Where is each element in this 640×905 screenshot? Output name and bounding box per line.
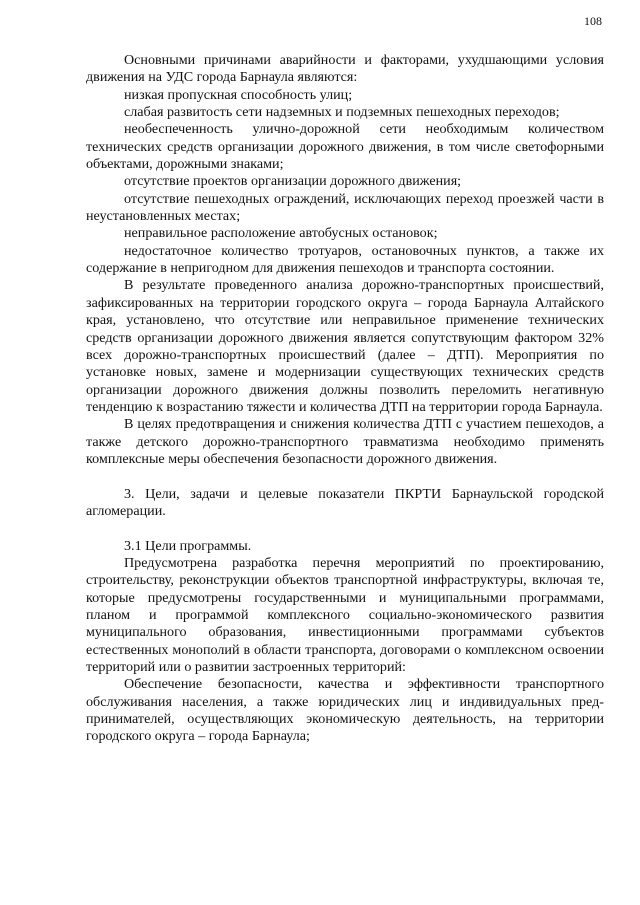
page-number: 108: [584, 14, 602, 28]
paragraph-safety: Обеспечение безопасности, качества и эффективности транспортного обслуживания населения, а также юридических лиц и индивидуальных предпринимателей, осуществляющих экономическую деятельность, на территории городского округа – города Барнаула;: [86, 676, 604, 745]
list-item: отсутствие пешеходных ограждений, исключающих переход проезжей части в неустановленных местах;: [86, 190, 604, 225]
paragraph-analysis: В результате проведенного анализа дорожно-транспортных происшествий, зафиксированных на территории городского округа – города Барнаула Алтайского края, установлено, что отсутствие или неправильное применение технических средств организации дорожного движения является сопутствующим фактором 32% всех дорожно-транспортных происшествий (далее – ДТП). Мероприятия по установке новых, замене и модернизации существующих технических средств организации дорожного движения должны позволить переломить негативную тенденцию к возрастанию тяжести и количества ДТП на территории города Барнаула.: [86, 277, 604, 415]
list-item: слабая развитость сети надземных и подземных пешеходных переходов;: [124, 104, 560, 121]
list-item: неправильное расположение автобусных остановок;: [124, 225, 438, 242]
body-text: [86, 52, 604, 746]
subsection-heading: 3.1 Цели программы.: [124, 537, 252, 554]
paragraph-goals: Предусмотрена разработка перечня мероприятий по проектированию, строительству, реконструкции объектов транспортной инфраструктуры, включая те, которые предусмотрены государственными и муниципальными программами, планом и программой комплексного социально-экономического развития муниципального образования, инвестиционными программами субъектов естественных монополий в области транспорта, договорами о комплексном освоении территорий или о развитии застроенных территорий:: [86, 554, 604, 676]
list-item: недостаточное количество тротуаров, остановочных пунктов, а также их содержание в непригодном для движения пешеходов и транспорта состоянии.: [86, 242, 604, 277]
paragraph-prevention: В целях предотвращения и снижения количества ДТП с участием пешеходов, а также детского дорожно-транспортного травматизма необходимо применять комплексные меры обеспечения безопасности дорожного движения.: [86, 416, 604, 467]
list-item: низкая пропускная способность улиц;: [124, 86, 353, 103]
section-heading: 3. Цели, задачи и целевые показатели ПКРТИ Барнаульской городской агломерации.: [86, 485, 604, 519]
list-item: необеспеченность улично-дорожной сети необходимым количеством технических средств организации дорожного движения, в том числе светофорными объектами, дорожными знаками;: [86, 121, 604, 173]
paragraph-intro: Основными причинами аварийности и факторами, ухудшающими условия движения на УДС города Барнаула являются:: [86, 52, 604, 86]
list-item: отсутствие проектов организации дорожного движения;: [124, 173, 462, 190]
